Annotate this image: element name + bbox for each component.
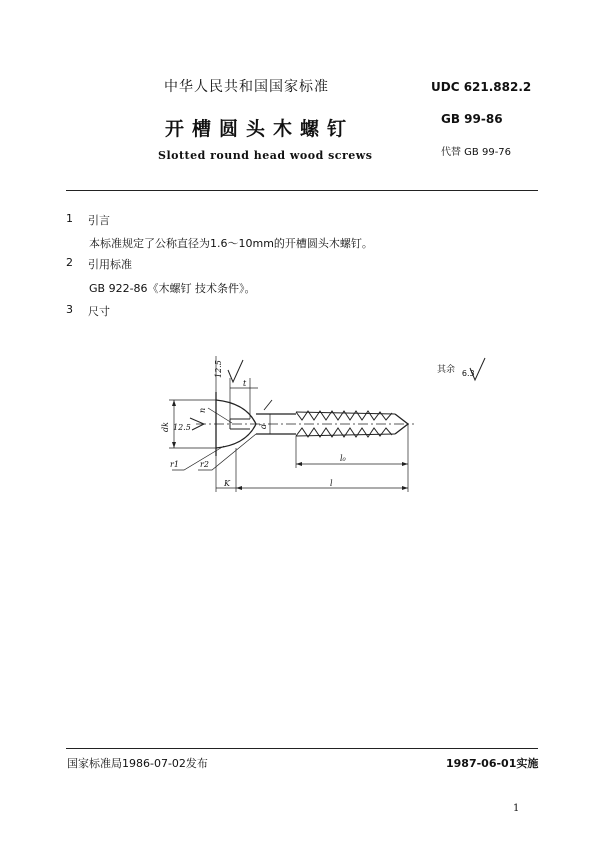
section-2-title: 引用标准 — [88, 258, 132, 271]
section-1-paragraph: 本标准规定了公称直径为1.6～10mm的开槽圆头木螺钉。 — [89, 237, 373, 250]
label-t: t — [243, 379, 247, 388]
section-3-number: 3 — [66, 303, 73, 316]
section-2-number: 2 — [66, 256, 73, 269]
document-title-cn: 开槽圆头木螺钉 — [165, 118, 355, 140]
label-r1: r1 — [170, 460, 179, 469]
issued-date: 国家标准局1986-07-02发布 — [67, 757, 208, 770]
roughness-note-label: 其余 — [437, 365, 456, 375]
standard-code: GB 99-86 — [441, 112, 503, 126]
udc-code: UDC 621.882.2 — [431, 80, 532, 94]
label-n: n — [198, 407, 207, 413]
section-1-number: 1 — [66, 212, 73, 225]
label-rough-side: 12.5 — [173, 423, 191, 432]
label-d: d — [259, 423, 268, 429]
effective-date: 1987-06-01实施 — [446, 757, 539, 770]
section-1-title: 引言 — [88, 214, 110, 227]
roughness-note-value: 6.3 — [461, 369, 475, 378]
label-l: l — [330, 479, 333, 488]
section-3-title: 尺寸 — [88, 305, 110, 318]
label-rough-top: 12.5 — [214, 360, 223, 378]
page-number: 1 — [513, 803, 520, 814]
document-title-en: Slotted round head wood screws — [158, 149, 373, 162]
label-k: K — [224, 479, 230, 488]
footer-rule — [66, 748, 538, 749]
replaces-standard: 代替 GB 99-76 — [441, 147, 512, 158]
label-dk: dk — [161, 422, 170, 432]
roughness-symbol-note — [470, 358, 485, 380]
section-2-paragraph: GB 922-86《木螺钉 技术条件》。 — [89, 282, 256, 295]
issuing-organization: 中华人民共和国国家标准 — [164, 79, 329, 95]
label-lo: l₀ — [340, 454, 346, 463]
label-r2: r2 — [200, 460, 209, 469]
n-leader — [208, 408, 232, 423]
